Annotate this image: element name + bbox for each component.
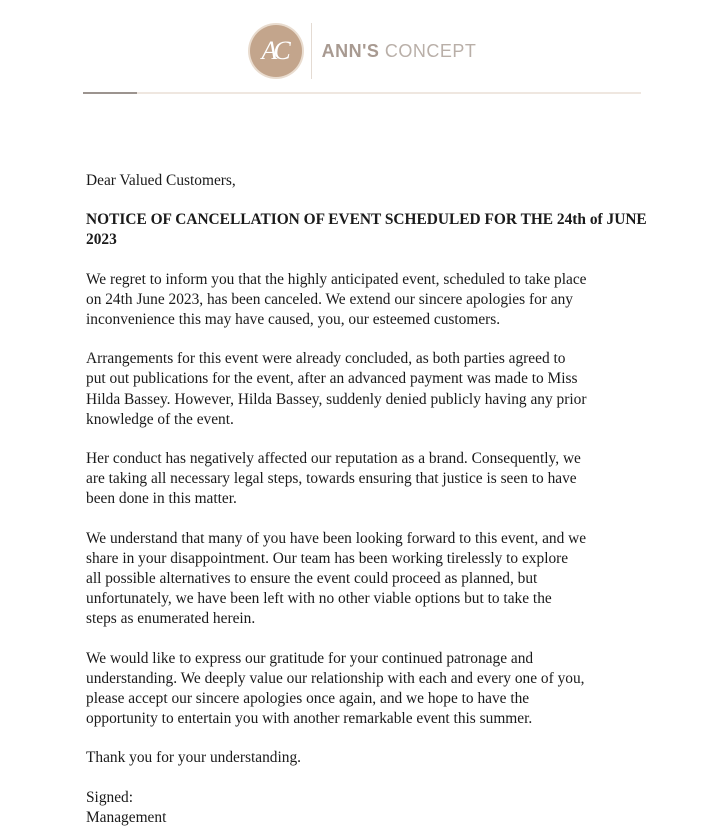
text-line: please accept our sincere apologies once again, and we hope to have the (86, 690, 530, 708)
text-line: share in your disappointment. Our team has been working tirelessly to explore (86, 549, 569, 567)
text-line: been done in this matter. (86, 490, 237, 508)
text-line: inconvenience this may have caused, you, our esteemed customers. (86, 311, 501, 329)
paragraph-arrangements (86, 349, 646, 430)
text-line: We would like to express our gratitude for your continued patronage and (86, 649, 534, 667)
salutation: Dear Valued Customers, (86, 172, 236, 189)
text-line: are taking all necessary legal steps, towards ensuring that justice is seen to have (86, 470, 577, 488)
notice-title (86, 210, 646, 250)
text-line: opportunity to entertain you with another remarkable event this summer. (86, 710, 533, 728)
text-line: steps as enumerated herein. (86, 610, 256, 628)
notice-title-line: NOTICE OF CANCELLATION OF EVENT SCHEDULED FOR THE 24th of JUNE (86, 211, 647, 229)
signatory: Management (86, 808, 167, 826)
letterhead (0, 20, 720, 82)
brand-name-light: CONCEPT (379, 41, 477, 61)
text-line: put out publications for the event, after an advanced payment was made to Miss (86, 370, 578, 388)
text-line: on 24th June 2023, has been canceled. We extend our sincere apologies for any (86, 290, 573, 308)
brand-name (322, 42, 477, 60)
text-line: Her conduct has negatively affected our reputation as a brand. Consequently, we (86, 450, 581, 468)
paragraph-cancellation (86, 270, 646, 331)
text-line: Arrangements for this event were already concluded, as both parties agreed to (86, 350, 566, 368)
text-line: unfortunately, we have been left with no other viable options but to take the (86, 590, 552, 608)
brand-logo (250, 23, 477, 79)
text-line: Hilda Bassey. However, Hilda Bassey, suddenly denied publicly having any prior (86, 390, 587, 408)
header-rule (83, 92, 641, 94)
text-line: all possible alternatives to ensure the event could proceed as planned, but (86, 570, 538, 588)
text-line: We regret to inform you that the highly anticipated event, scheduled to take place (86, 270, 587, 288)
text-line: understanding. We deeply value our relationship with each and every one of you, (86, 669, 585, 687)
signature-block (86, 788, 646, 828)
notice-title-line: 2023 (86, 231, 117, 249)
text-line: We understand that many of you have been looking forward to this event, and we (86, 529, 587, 547)
letter-body (86, 171, 646, 828)
paragraph-conduct (86, 449, 646, 510)
signed-label: Signed: (86, 788, 134, 806)
header-rule-accent (83, 92, 137, 94)
logo-monogram-text: AC (261, 36, 287, 65)
paragraph-disappointment (86, 529, 646, 630)
logo-divider (311, 23, 312, 79)
text-line: knowledge of the event. (86, 410, 234, 428)
paragraph-gratitude (86, 649, 646, 730)
closing: Thank you for your understanding. (86, 749, 301, 767)
ac-monogram-icon (250, 25, 302, 77)
brand-name-strong: ANN'S (321, 41, 380, 61)
